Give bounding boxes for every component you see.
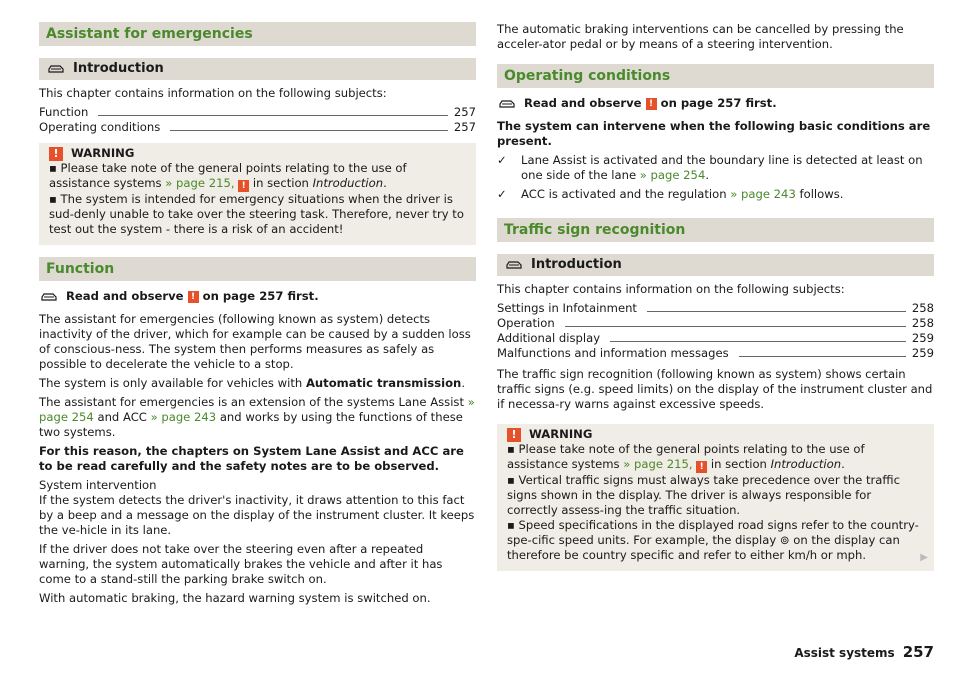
- warning-icon: !: [238, 180, 249, 192]
- warning-title-text: WARNING: [529, 427, 593, 441]
- warning-title-text: WARNING: [71, 146, 135, 160]
- section-banner-traffic-sign: Traffic sign recognition: [497, 218, 934, 242]
- paragraph: The assistant for emergencies (following known as system) detects inactivity of the driver, which for example can be caused by a sudden loss of conscious-ness. The system then performs measures as safely as possible to decelerate the vehicle to a stop.: [39, 312, 471, 371]
- text: and works by using the functions of these two systems.: [39, 410, 463, 439]
- warning-text: .: [841, 457, 845, 471]
- intro-text: This chapter contains information on the following subjects:: [39, 86, 387, 100]
- right-column: [497, 22, 934, 571]
- text: The system is only available for vehicles with: [39, 376, 306, 390]
- toc-label: Malfunctions and information messages: [497, 346, 729, 360]
- toc-leader: [565, 326, 906, 327]
- read-observe-text: on page 257 first.: [202, 289, 319, 303]
- intro-heading: Introduction: [73, 61, 164, 76]
- read-observe-text: Read and observe: [66, 289, 184, 303]
- toc-row[interactable]: [497, 346, 934, 361]
- page-footer: [794, 643, 934, 661]
- checklist-text: [521, 187, 843, 202]
- car-icon: [41, 292, 57, 302]
- warning-text: on the display can therefore be country specific and refer to either km/h or mph.: [507, 533, 900, 562]
- toc-page: 258: [911, 301, 934, 315]
- warning-text: ▪ Please take note of the general points relating to the use of assistance systems: [507, 442, 865, 471]
- toc-leader: [98, 115, 448, 116]
- bold-paragraph: The system can intervene when the following basic conditions are present.: [497, 119, 931, 148]
- warning-bullet: [507, 518, 924, 563]
- toc-row[interactable]: [497, 331, 934, 346]
- page-link[interactable]: » page 243: [150, 410, 217, 424]
- warning-icon: !: [696, 461, 707, 473]
- car-icon: [499, 99, 515, 109]
- toc-page: 257: [453, 120, 476, 134]
- toc-leader: [610, 341, 906, 342]
- warning-icon: !: [188, 291, 199, 303]
- car-icon: [48, 64, 64, 74]
- checkmark-icon: ✓: [497, 153, 507, 167]
- page-link[interactable]: » page 215,: [623, 457, 693, 471]
- warning-bullet: [507, 442, 924, 473]
- checklist-item: [497, 153, 934, 183]
- continue-arrow-icon: ▶: [920, 552, 928, 563]
- page-number: 257: [902, 643, 934, 661]
- warning-bullet: ▪ The system is intended for emergency situations when the driver is sud-denly unable to take over the steering task. Therefore, never try to test out the system - there is a risk of an accident!: [49, 192, 464, 236]
- intro-subheading: [497, 254, 934, 276]
- paragraph: With automatic braking, the hazard warning system is switched on.: [39, 591, 431, 605]
- section-banner-assistant-emergencies: Assistant for emergencies: [39, 22, 476, 46]
- text: .: [461, 376, 465, 390]
- warning-text: in section: [249, 176, 313, 190]
- warning-icon: !: [49, 147, 63, 161]
- text: and ACC: [93, 410, 151, 424]
- bold-text: Automatic transmission: [305, 376, 462, 390]
- section-banner-function: Function: [39, 257, 476, 281]
- intro-subheading: [39, 58, 476, 80]
- toc-label: Operating conditions: [39, 120, 161, 134]
- toc-page: 259: [911, 331, 934, 345]
- paragraph: [39, 395, 476, 440]
- section-banner-operating-conditions: Operating conditions: [497, 64, 934, 88]
- toc-leader: [647, 311, 906, 312]
- warning-emphasis: Introduction: [770, 457, 842, 471]
- toc-page: 258: [911, 316, 934, 330]
- paragraph: [39, 376, 476, 391]
- toc-label: Function: [39, 105, 89, 119]
- paragraph: If the system detects the driver's inactivity, it draws attention to this fact by a beep and a message on the display of the instrument cluster. It keeps the ve-hicle in its lane.: [39, 493, 475, 537]
- toc-row[interactable]: [497, 316, 934, 331]
- read-observe-text: Read and observe: [524, 96, 642, 110]
- warning-box: [39, 143, 476, 245]
- toc-page: 259: [911, 346, 934, 360]
- page-link[interactable]: » page 254: [39, 395, 475, 424]
- warning-icon: !: [507, 428, 521, 442]
- text: The assistant for emergencies is an extension of the systems Lane Assist: [39, 395, 468, 409]
- toc-leader: [739, 356, 906, 357]
- text: Lane Assist is activated and the boundary line is detected at least on one side of the lane: [521, 153, 923, 182]
- car-icon: [506, 260, 522, 270]
- warning-text: ▪ Please take note of the general points relating to the use of assistance systems: [49, 161, 407, 190]
- page-link[interactable]: » page 215,: [165, 176, 235, 190]
- warning-text: in section: [707, 457, 771, 471]
- checkmark-icon: ✓: [497, 187, 507, 201]
- text: ACC is activated and the regulation: [521, 187, 731, 201]
- warning-title: [49, 146, 466, 161]
- warning-box: [497, 424, 934, 571]
- warning-bullet: ▪ Vertical traffic signs must always take precedence over the traffic signs shown in the display. The driver is always responsible for correctly assess-ing the traffic situation.: [507, 473, 900, 517]
- read-observe-line: [497, 96, 934, 111]
- warning-bullet: [49, 161, 466, 192]
- toc-label: Additional display: [497, 331, 601, 345]
- warning-icon: !: [646, 98, 657, 110]
- warning-text: .: [383, 176, 387, 190]
- toc-row[interactable]: [39, 105, 476, 120]
- warning-emphasis: Introduction: [312, 176, 384, 190]
- toc-label: Operation: [497, 316, 555, 330]
- read-observe-line: [39, 289, 476, 304]
- speed-sign-icon: ⊚: [779, 533, 790, 547]
- paragraph: The automatic braking interventions can be cancelled by pressing the acceler-ator pedal or by means of a steering intervention.: [497, 22, 904, 51]
- read-observe-text: on page 257 first.: [660, 96, 777, 110]
- text: .: [705, 168, 710, 182]
- paragraph-title: System intervention: [39, 478, 157, 492]
- toc-label: Settings in Infotainment: [497, 301, 637, 315]
- paragraph: If the driver does not take over the steering even after a repeated warning, the system automatically brakes the vehicle and after it has come to a stand-still the parking brake switch on.: [39, 542, 443, 586]
- checklist-item: [497, 187, 934, 202]
- toc-row[interactable]: [497, 301, 934, 316]
- text: follows.: [795, 187, 844, 201]
- toc-page: 257: [453, 105, 476, 119]
- intro-text: This chapter contains information on the following subjects:: [497, 282, 845, 296]
- page-link[interactable]: » page 243: [730, 187, 796, 201]
- paragraph: The traffic sign recognition (following known as system) shows certain traffic signs (e.g. speed limits) on the display of the instrument cluster and if necessa-ry warns against excessive speeds.: [497, 367, 933, 411]
- checklist-text: [521, 153, 934, 183]
- intro-heading: Introduction: [531, 257, 622, 272]
- left-column: [39, 22, 476, 606]
- bold-paragraph: For this reason, the chapters on System Lane Assist and ACC are to be read carefully and the safety notes are to be observed.: [39, 444, 464, 473]
- warning-text: ▪ Speed specifications in the displayed road signs refer to the country-spe-cific speed units. For example, the display: [507, 518, 919, 547]
- warning-title: [507, 427, 924, 442]
- toc-leader: [170, 130, 448, 131]
- footer-section-name: Assist systems: [794, 646, 895, 660]
- toc-row[interactable]: [39, 120, 476, 135]
- page-link[interactable]: » page 254: [639, 168, 706, 182]
